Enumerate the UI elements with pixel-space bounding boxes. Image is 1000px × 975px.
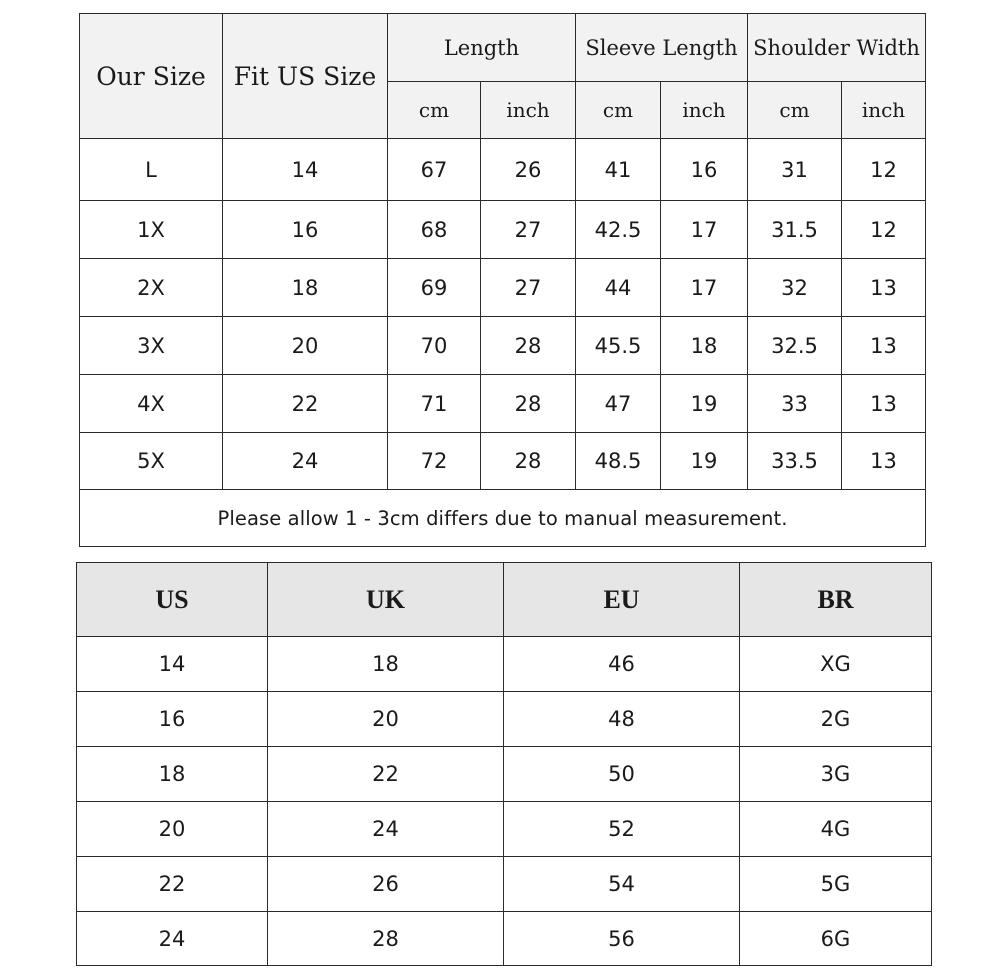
table-cell: 54 bbox=[504, 857, 740, 912]
header-length: Length bbox=[388, 14, 576, 82]
table-cell: 26 bbox=[268, 857, 504, 912]
table-cell: 14 bbox=[77, 637, 268, 692]
table-cell: 13 bbox=[842, 317, 926, 375]
table-cell: 71 bbox=[388, 375, 481, 433]
table-cell: 48.5 bbox=[576, 433, 661, 490]
table-row bbox=[77, 802, 932, 857]
table-row bbox=[77, 912, 932, 966]
header-br: BR bbox=[740, 563, 932, 637]
table-cell: 72 bbox=[388, 433, 481, 490]
table-cell: 42.5 bbox=[576, 201, 661, 259]
table-cell: 22 bbox=[268, 747, 504, 802]
size-conversion-table bbox=[76, 562, 932, 966]
table-cell: 70 bbox=[388, 317, 481, 375]
table-cell: 4G bbox=[740, 802, 932, 857]
measurement-note: Please allow 1 - 3cm differs due to manual measurement. bbox=[80, 490, 926, 547]
table-cell: 26 bbox=[481, 139, 576, 201]
table-cell: 69 bbox=[388, 259, 481, 317]
table-cell: 5X bbox=[80, 433, 223, 490]
table-cell: 33 bbox=[748, 375, 842, 433]
table-cell: 47 bbox=[576, 375, 661, 433]
table-cell: 28 bbox=[481, 317, 576, 375]
table-cell: 28 bbox=[268, 912, 504, 966]
table-cell: 31 bbox=[748, 139, 842, 201]
table-cell: 13 bbox=[842, 433, 926, 490]
table-cell: 3X bbox=[80, 317, 223, 375]
header-our-size: Our Size bbox=[80, 14, 223, 139]
table-cell: 44 bbox=[576, 259, 661, 317]
table-row bbox=[77, 747, 932, 802]
table-cell: 18 bbox=[223, 259, 388, 317]
table-row bbox=[80, 201, 926, 259]
table-row bbox=[80, 139, 926, 201]
unit-inch: inch bbox=[842, 82, 926, 139]
table-cell: 17 bbox=[661, 259, 748, 317]
table-cell: 2X bbox=[80, 259, 223, 317]
unit-cm: cm bbox=[576, 82, 661, 139]
table-cell: 20 bbox=[223, 317, 388, 375]
unit-cm: cm bbox=[748, 82, 842, 139]
table-row bbox=[77, 857, 932, 912]
header-shoulder-width: Shoulder Width bbox=[748, 14, 926, 82]
table-cell: 1X bbox=[80, 201, 223, 259]
table-cell: 17 bbox=[661, 201, 748, 259]
size-chart-table bbox=[79, 13, 926, 547]
table-cell: 14 bbox=[223, 139, 388, 201]
table-cell: 18 bbox=[77, 747, 268, 802]
table-cell: 22 bbox=[77, 857, 268, 912]
table-cell: 5G bbox=[740, 857, 932, 912]
table-cell: 48 bbox=[504, 692, 740, 747]
table-cell: 50 bbox=[504, 747, 740, 802]
table-cell: 16 bbox=[77, 692, 268, 747]
table-row bbox=[77, 692, 932, 747]
table-row bbox=[80, 375, 926, 433]
table-cell: 68 bbox=[388, 201, 481, 259]
unit-inch: inch bbox=[481, 82, 576, 139]
table-cell: 20 bbox=[77, 802, 268, 857]
table-cell: 6G bbox=[740, 912, 932, 966]
table-cell: 22 bbox=[223, 375, 388, 433]
table-cell: 13 bbox=[842, 259, 926, 317]
header-fit-us-size: Fit US Size bbox=[223, 14, 388, 139]
table-cell: 33.5 bbox=[748, 433, 842, 490]
table-cell: 56 bbox=[504, 912, 740, 966]
table-cell: 28 bbox=[481, 375, 576, 433]
table-cell: 41 bbox=[576, 139, 661, 201]
table-cell: 19 bbox=[661, 433, 748, 490]
table-cell: 2G bbox=[740, 692, 932, 747]
header-eu: EU bbox=[504, 563, 740, 637]
unit-cm: cm bbox=[388, 82, 481, 139]
table-cell: 46 bbox=[504, 637, 740, 692]
table-cell: 16 bbox=[661, 139, 748, 201]
table-cell: 12 bbox=[842, 139, 926, 201]
table-cell: 4X bbox=[80, 375, 223, 433]
table-row bbox=[77, 637, 932, 692]
table-cell: 20 bbox=[268, 692, 504, 747]
table-row bbox=[80, 433, 926, 490]
table-row bbox=[80, 317, 926, 375]
table-cell: L bbox=[80, 139, 223, 201]
table-cell: 18 bbox=[268, 637, 504, 692]
table-cell: 67 bbox=[388, 139, 481, 201]
table-cell: 32 bbox=[748, 259, 842, 317]
table-cell: 3G bbox=[740, 747, 932, 802]
table-cell: XG bbox=[740, 637, 932, 692]
table-cell: 24 bbox=[223, 433, 388, 490]
table-cell: 16 bbox=[223, 201, 388, 259]
unit-inch: inch bbox=[661, 82, 748, 139]
table-cell: 24 bbox=[77, 912, 268, 966]
table-cell: 32.5 bbox=[748, 317, 842, 375]
header-us: US bbox=[77, 563, 268, 637]
table-cell: 28 bbox=[481, 433, 576, 490]
table-row bbox=[80, 259, 926, 317]
table-cell: 31.5 bbox=[748, 201, 842, 259]
table-cell: 27 bbox=[481, 259, 576, 317]
table-cell: 12 bbox=[842, 201, 926, 259]
table-cell: 13 bbox=[842, 375, 926, 433]
table-cell: 24 bbox=[268, 802, 504, 857]
table-cell: 18 bbox=[661, 317, 748, 375]
table-cell: 27 bbox=[481, 201, 576, 259]
table-cell: 19 bbox=[661, 375, 748, 433]
header-sleeve-length: Sleeve Length bbox=[576, 14, 748, 82]
table-cell: 52 bbox=[504, 802, 740, 857]
header-uk: UK bbox=[268, 563, 504, 637]
table-cell: 45.5 bbox=[576, 317, 661, 375]
